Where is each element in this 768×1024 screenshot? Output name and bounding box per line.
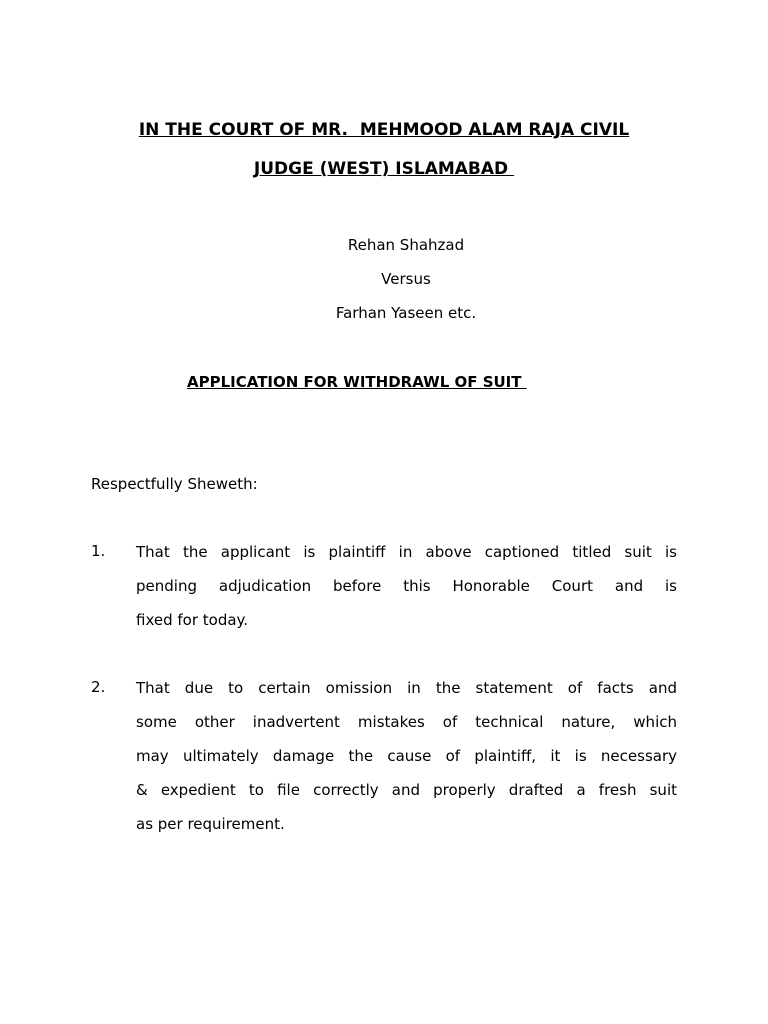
defendant-name: Farhan Yaseen etc. xyxy=(335,304,477,322)
paragraph-body xyxy=(136,542,677,644)
paragraph-number: 1. xyxy=(91,542,106,560)
paragraph-body xyxy=(136,678,677,848)
application-subject: APPLICATION FOR WITHDRAWL OF SUIT xyxy=(187,373,527,391)
paragraph-number: 2. xyxy=(91,678,106,696)
paragraph-line: & expedient to file correctly and properly drafted a fresh suit xyxy=(136,781,677,799)
paragraph-line: fixed for today. xyxy=(136,611,249,629)
versus-label: Versus xyxy=(381,270,431,288)
paragraph-line: as per requirement. xyxy=(136,815,285,833)
paragraph-line: pending adjudication before this Honorable Court and is xyxy=(136,577,677,595)
plaintiff-name: Rehan Shahzad xyxy=(347,236,465,254)
paragraph-line: That the applicant is plaintiff in above captioned titled suit is xyxy=(136,543,677,561)
paragraph-line: some other inadvertent mistakes of technical nature, which xyxy=(136,713,677,731)
paragraph-line: That due to certain omission in the statement of facts and xyxy=(136,679,677,697)
court-heading-line-1: IN THE COURT OF MR. MEHMOOD ALAM RAJA CIVIL xyxy=(138,120,630,140)
salutation: Respectfully Sheweth: xyxy=(91,475,258,493)
paragraph-line: may ultimately damage the cause of plaintiff, it is necessary xyxy=(136,747,677,765)
court-heading-line-2: JUDGE (WEST) ISLAMABAD xyxy=(253,159,515,179)
